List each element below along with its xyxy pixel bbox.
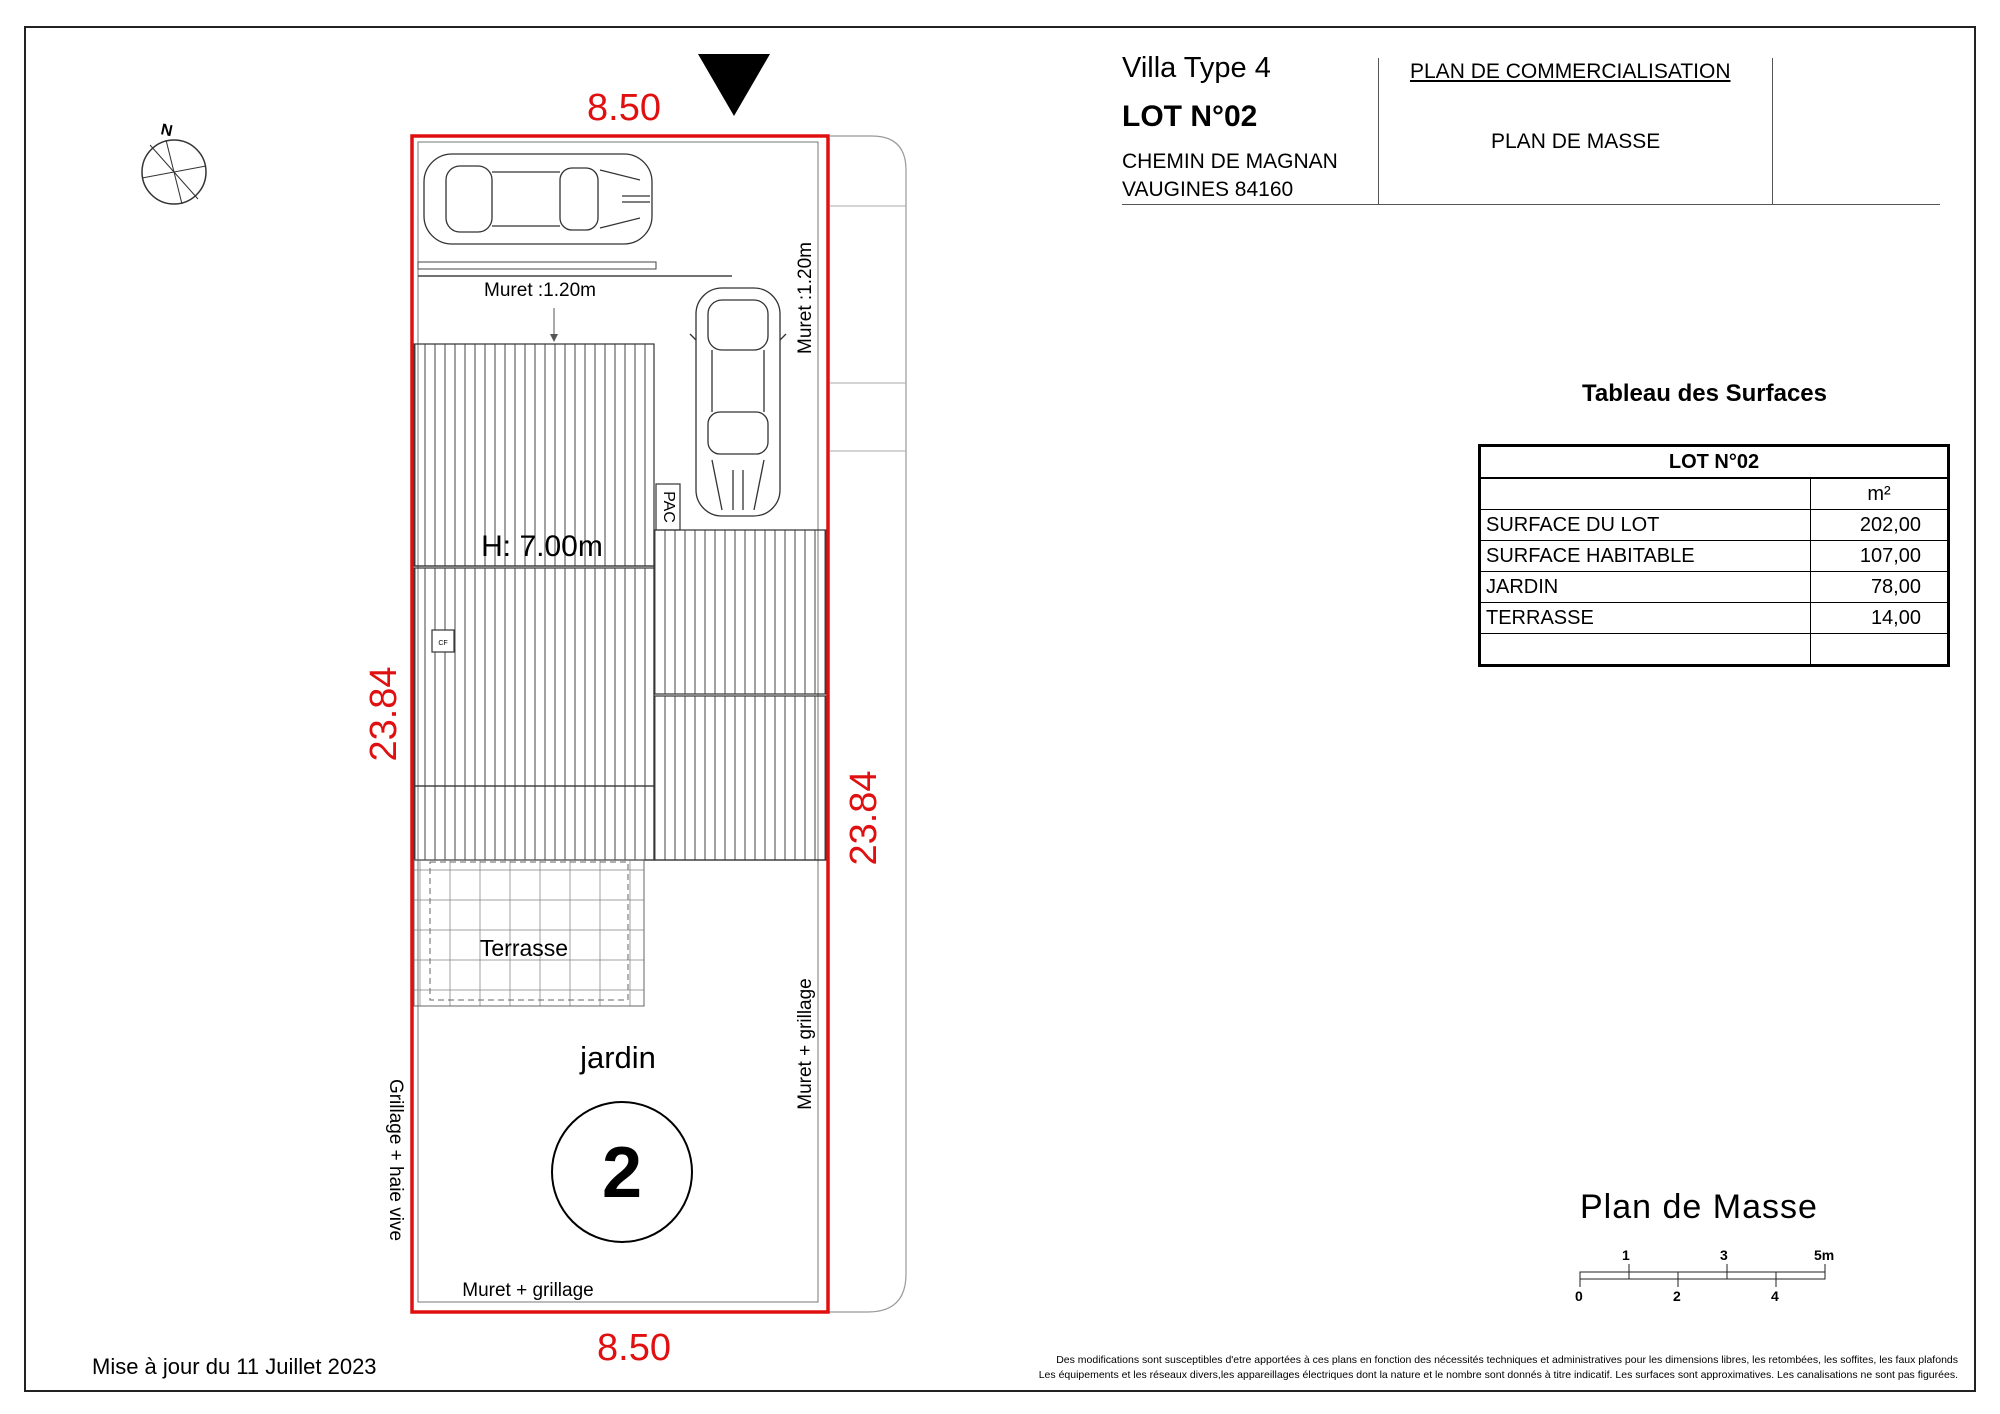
- plan-category: PLAN DE COMMERCIALISATION: [1410, 60, 1731, 83]
- roof-lower-band: [414, 786, 654, 860]
- lot-circle-number: 2: [601, 1133, 643, 1213]
- muret-grillage-bottom-label: Muret + grillage: [462, 1280, 594, 1301]
- lot-number: LOT N°02: [1122, 100, 1258, 133]
- cf-label: CF: [438, 640, 448, 647]
- table-label: SURFACE HABITABLE: [1480, 541, 1811, 572]
- table-cell: [1480, 478, 1811, 510]
- scale-top-label: 1: [1622, 1247, 1630, 1263]
- table-value: 202,00: [1811, 510, 1949, 541]
- scale-title: Plan de Masse: [1580, 1188, 1818, 1226]
- terrace: [414, 860, 644, 1006]
- title-divider-1: [1378, 58, 1379, 204]
- height-label: H: 7.00m: [481, 530, 603, 563]
- car-right-icon: [690, 288, 786, 516]
- muret-right-label: Muret :1.20m: [795, 242, 816, 354]
- address-line1: CHEMIN DE MAGNAN: [1122, 150, 1338, 173]
- muret-top-label: Muret :1.20m: [484, 280, 596, 301]
- pac-label: PAC: [660, 491, 677, 523]
- table-label: JARDIN: [1480, 572, 1811, 603]
- scale-bar: [1570, 1250, 1850, 1310]
- scale-top-label: 3: [1720, 1247, 1728, 1263]
- villa-type: Villa Type 4: [1122, 52, 1271, 84]
- title-divider-2: [1772, 58, 1773, 204]
- scale-bottom-label: 4: [1771, 1288, 1779, 1304]
- scale-bottom-label: 2: [1673, 1288, 1681, 1304]
- table-cell: [1480, 634, 1811, 666]
- table-value: 107,00: [1811, 541, 1949, 572]
- disclaimer-line2: Les équipements et les réseaux divers,les appareillages électriques dont la nature et le nombre sont donnés à titre indicatif. Les surfaces sont approximatives. Les canalisations ne sont pas figurées.: [1038, 1369, 1958, 1381]
- table-row: [1480, 634, 1949, 666]
- table-header-row: [1480, 446, 1949, 479]
- dim-left: 23.84: [363, 666, 405, 762]
- north-arrow: [142, 140, 206, 204]
- table-cell: [1811, 634, 1949, 666]
- table-row: [1480, 572, 1949, 603]
- surfaces-title: Tableau des Surfaces: [1582, 380, 1827, 407]
- north-label: N: [159, 121, 175, 141]
- plan-type: PLAN DE MASSE: [1491, 130, 1661, 153]
- table-value: 78,00: [1811, 572, 1949, 603]
- table-row: [1480, 603, 1949, 634]
- roof-lower-left: [414, 568, 654, 786]
- title-underline: [1122, 204, 1940, 205]
- roof-right-lower: [654, 696, 826, 860]
- table-lot-header: LOT N°02: [1480, 446, 1949, 479]
- dim-right: 23.84: [843, 770, 885, 866]
- grillage-haie-label: Grillage + haie vive: [385, 1078, 406, 1242]
- neighbor-outline: [828, 136, 906, 1312]
- table-row: [1480, 510, 1949, 541]
- table-unit-row: [1480, 478, 1949, 510]
- dim-bottom: 8.50: [597, 1327, 671, 1369]
- dim-top: 8.50: [587, 87, 661, 129]
- jardin-label: jardin: [580, 1040, 656, 1075]
- address-line2: VAUGINES 84160: [1122, 178, 1294, 201]
- muret-grillage-right-label: Muret + grillage: [795, 978, 816, 1110]
- table-row: [1480, 541, 1949, 572]
- update-date: Mise à jour du 11 Juillet 2023: [92, 1354, 377, 1379]
- table-unit: m²: [1811, 478, 1949, 510]
- entrance-arrow-icon: [698, 54, 770, 116]
- roof-right-upper: [654, 530, 826, 694]
- table-value: 14,00: [1811, 603, 1949, 634]
- table-label: TERRASSE: [1480, 603, 1811, 634]
- terrasse-label: Terrasse: [479, 935, 569, 961]
- table-label: SURFACE DU LOT: [1480, 510, 1811, 541]
- scale-bottom-label: 0: [1575, 1288, 1583, 1304]
- disclaimer-line1: Des modifications sont susceptibles d'etre apportées à ces plans en fonction des nécessités techniques et administratives pour les dimensions libres, les retombées, les soffites, les faux plafonds: [1056, 1354, 1958, 1366]
- surfaces-table: [1478, 444, 1950, 667]
- scale-top-label: 5m: [1814, 1247, 1835, 1263]
- car-top-icon: [424, 154, 652, 244]
